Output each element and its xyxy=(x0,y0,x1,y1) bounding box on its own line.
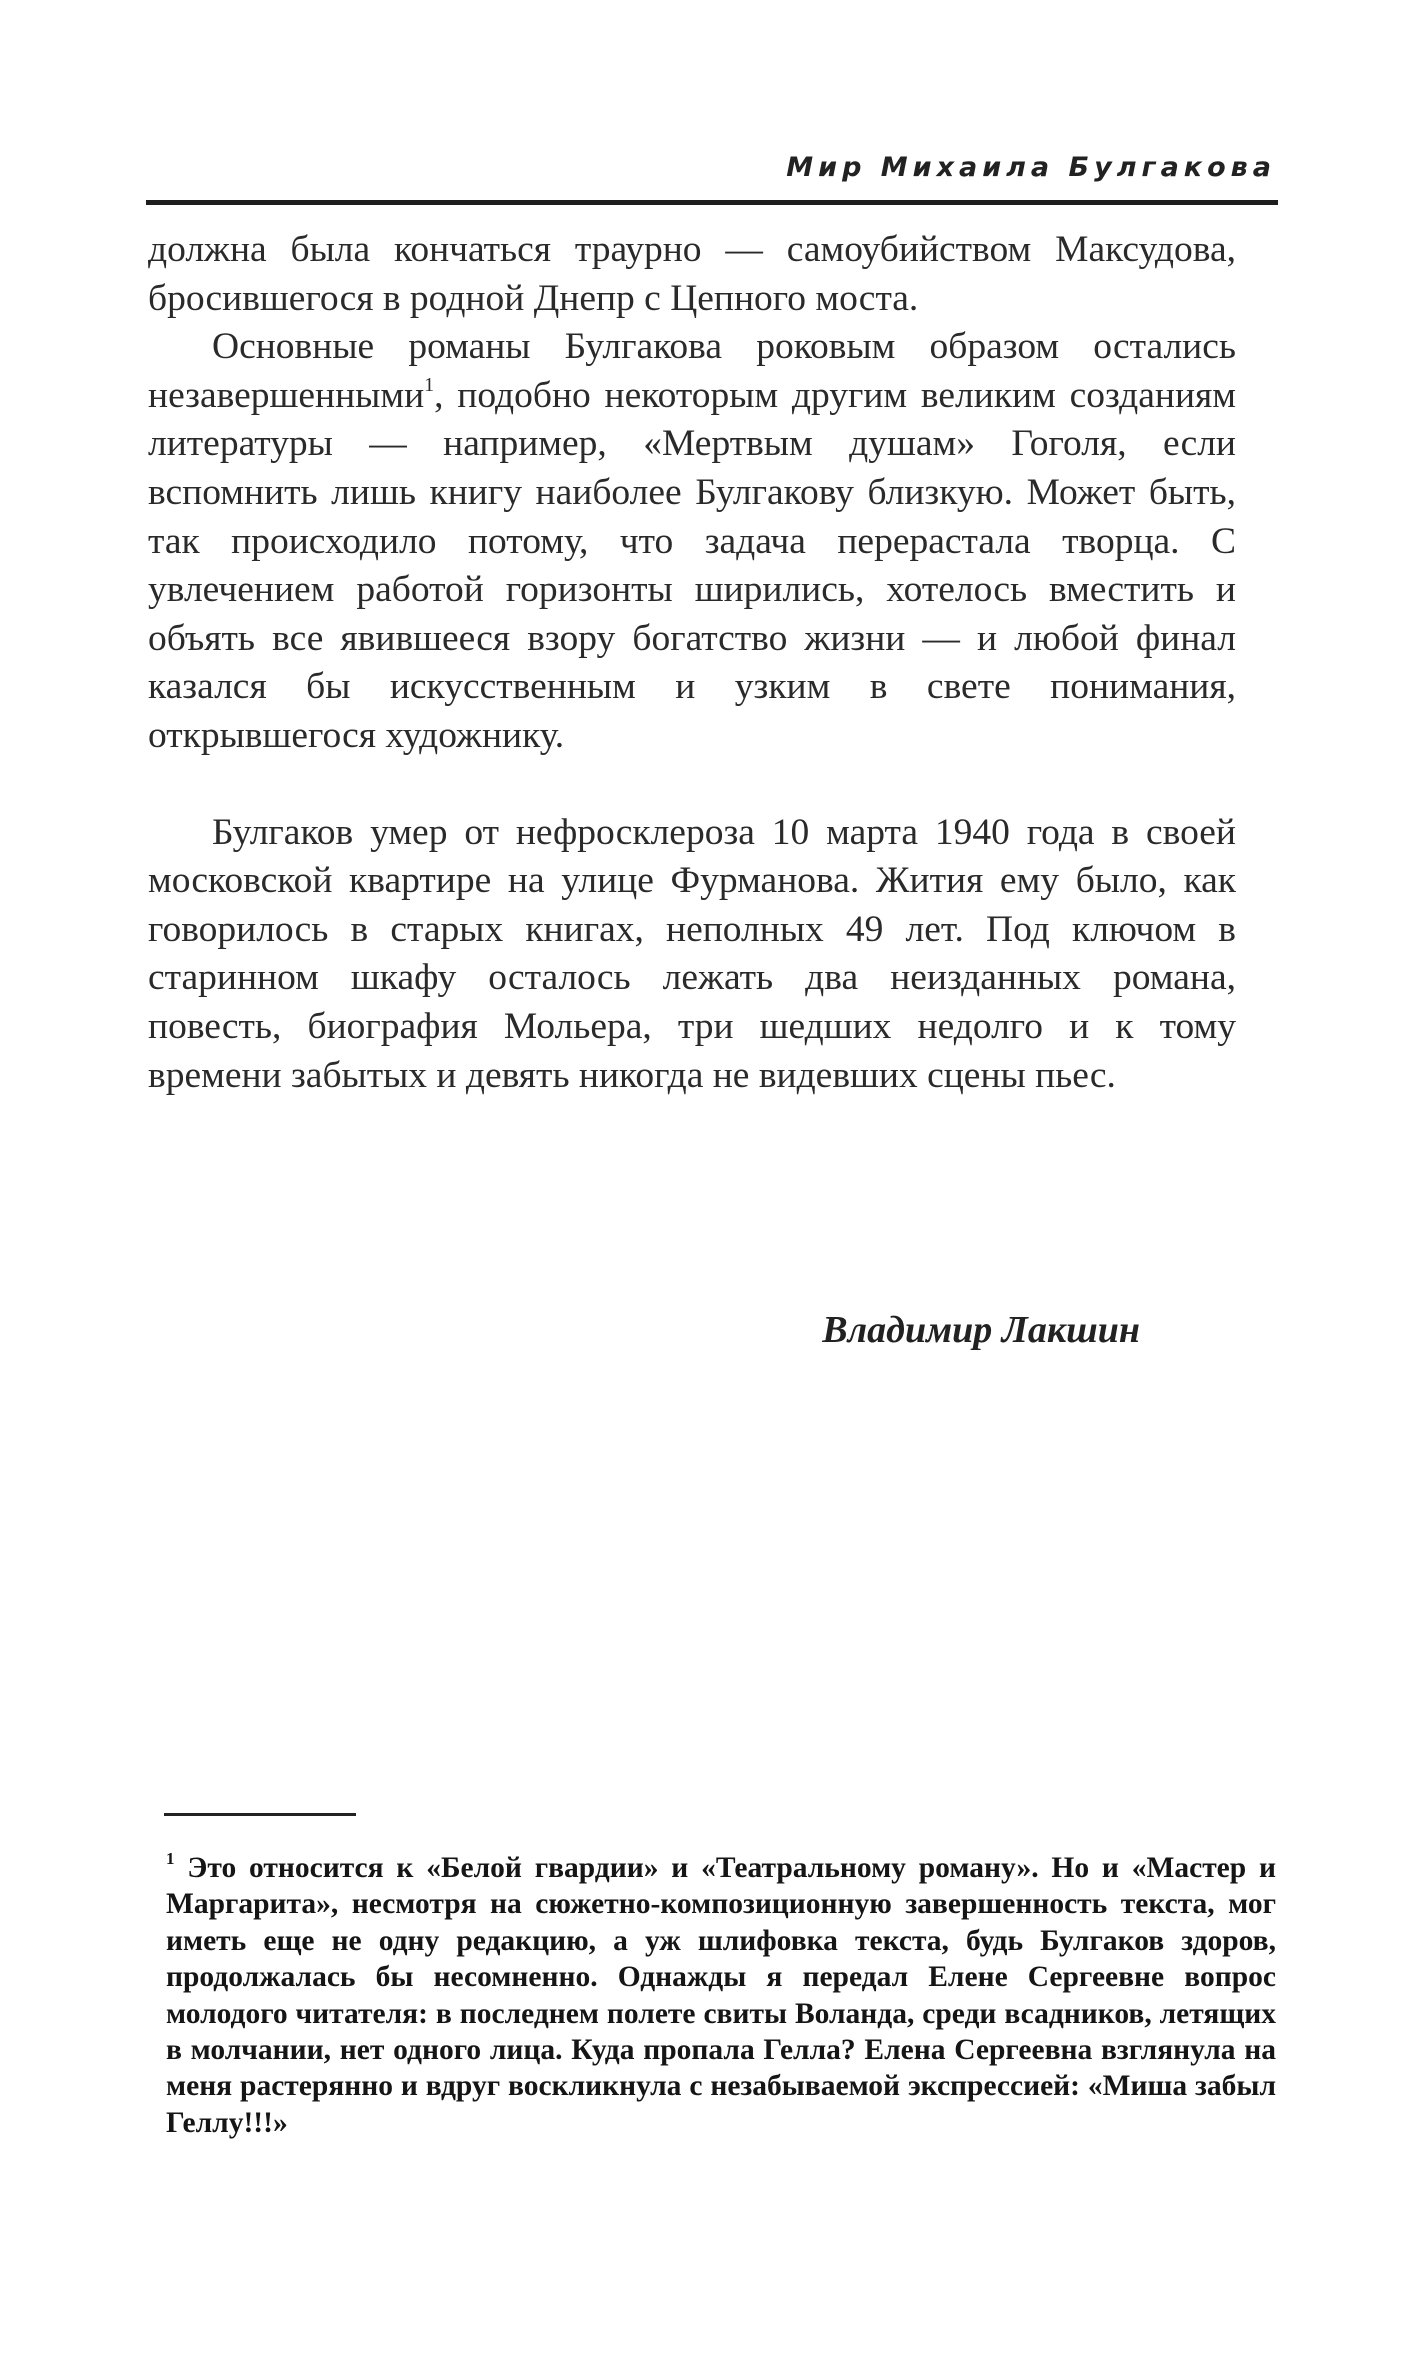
footnote-reference[interactable]: 1 xyxy=(424,373,435,396)
paragraph-2-start: Основные романы Булгакова роковым образом остались незавершенными xyxy=(148,326,1236,416)
paragraph-2-end: , подобно некоторым другим великим созданиям литературы — например, «Мертвым душам» Гоголя, если вспомнить лишь книгу наиболее Булгакову близкую. Может быть, так происходило потому, что задача перерастала творца. С увлечением работой горизонты ширились, хотелось вместить и объять все явившееся взору богатство жизни — и любой финал казался бы искусственным и узким в свете понимания, открывшегося художнику. xyxy=(148,374,1236,756)
paragraph-1: должна была кончаться траурно — самоубийством Максудова, бросившегося в родной Днепр с Цепного моста. xyxy=(148,229,1236,319)
author-signature: Владимир Лакшин xyxy=(822,1309,1140,1351)
footnote xyxy=(166,1850,1276,2141)
paragraph-2 xyxy=(148,323,1236,760)
footnote-rule xyxy=(164,1813,356,1816)
running-header-title: Мир Михаила Булгакова xyxy=(786,152,1276,183)
paragraph-3: Булгаков умер от нефросклероза 10 марта 1940 года в своей московской квартире на улице Фурманова. Жития ему было, как говорилось в старых книгах, неполных 49 лет. Под ключом в старинном шкафу осталось лежать два неизданных романа, повесть, биография Мольера, три шедших недолго и к тому времени забытых и девять никогда не видевших сцены пьес. xyxy=(148,811,1236,1096)
body-text xyxy=(148,226,1236,1100)
footnote-mark: 1 xyxy=(166,1849,175,1868)
footnote-text: Это относится к «Белой гвардии» и «Театральному роману». Но и «Мастер и Маргарита», несмотря на сюжетно-композиционную завершенность текста, мог иметь еще не одну редакцию, а уж шлифовка текста, будь Булгаков здоров, продолжалась бы несомненно. Однажды я передал Елене Сергеевне вопрос молодого читателя: в последнем полете свиты Воланда, среди всадников, летящих в молчании, нет одного лица. Куда пропала Гелла? Елена Сергеевна взглянула на меня растерянно и вдруг воскликнула с незабываемой экспрессией: «Миша забыл Геллу!!!» xyxy=(166,1852,1276,2139)
header-rule xyxy=(146,200,1278,205)
